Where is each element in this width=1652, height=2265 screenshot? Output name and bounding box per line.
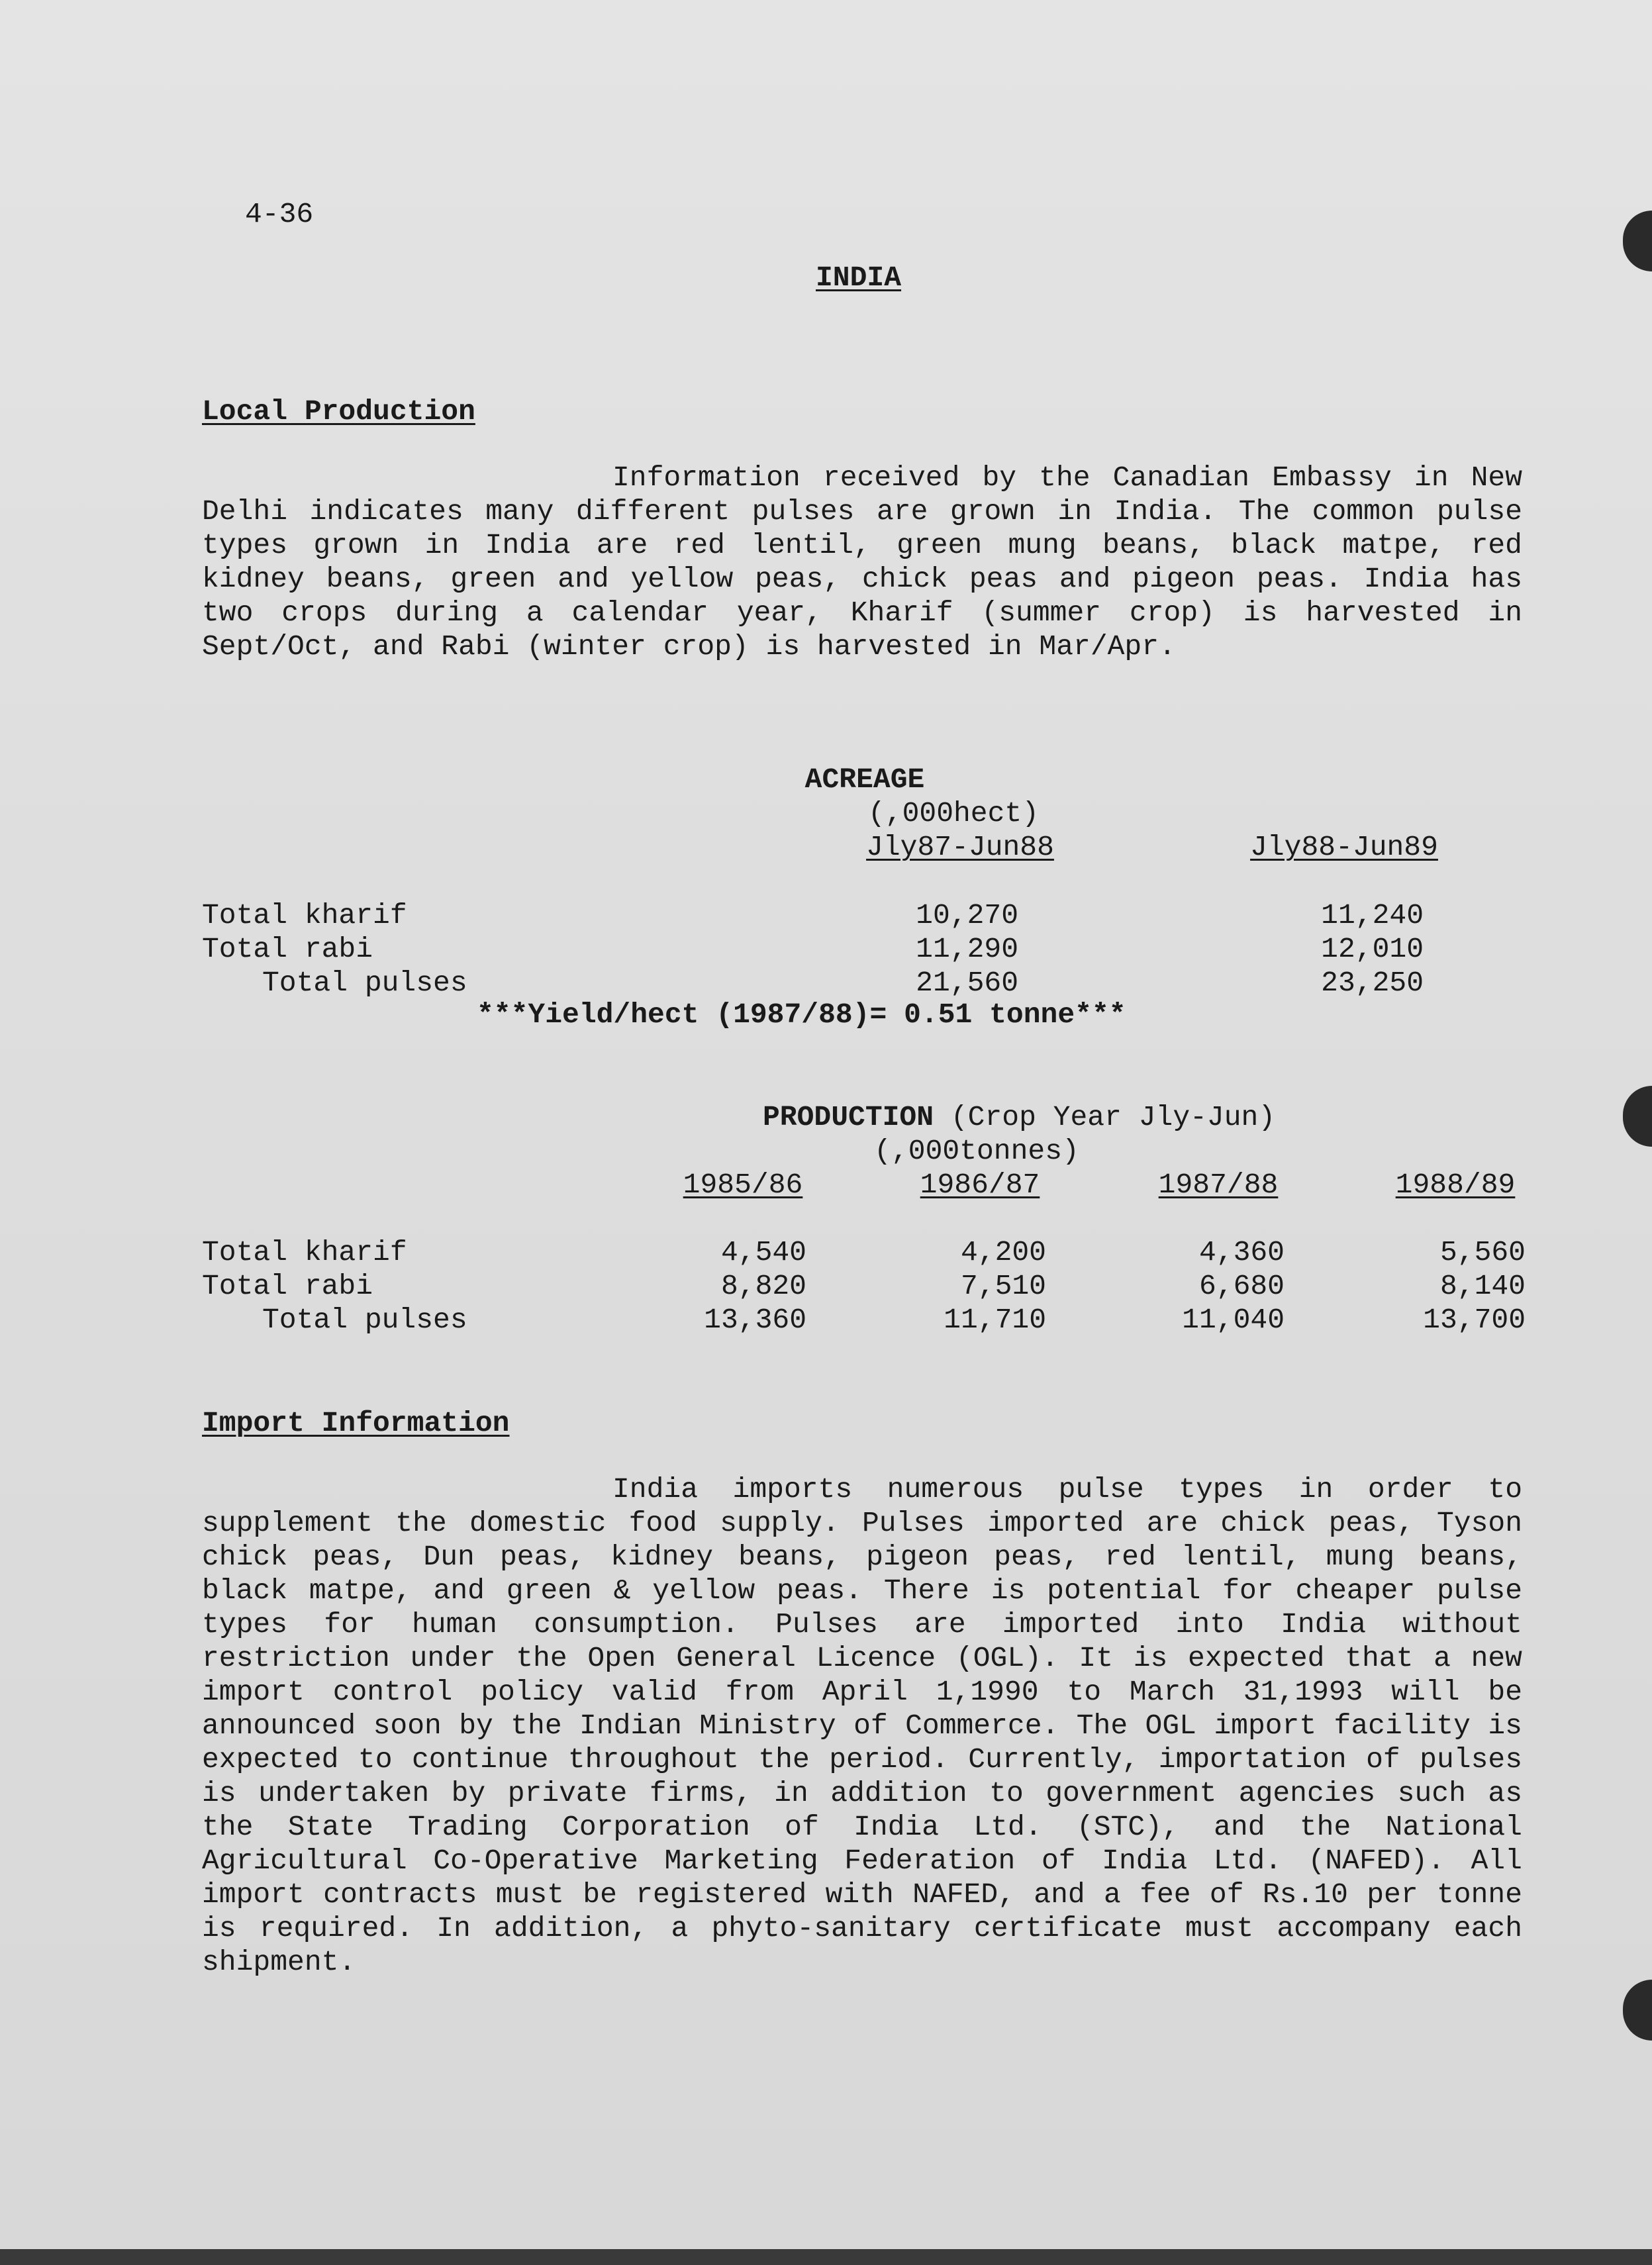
acreage-title: ACREAGE xyxy=(804,763,925,796)
production-cell: 8,820 xyxy=(720,1270,806,1302)
acreage-cell: 11,290 xyxy=(916,933,1018,965)
page-number: 4-36 xyxy=(245,198,314,230)
production-cell: 4,540 xyxy=(720,1236,806,1269)
production-cell: 11,040 xyxy=(1182,1304,1285,1336)
yield-note: ***Yield/hect (1987/88)= 0.51 tonne*** xyxy=(477,998,1126,1031)
acreage-cell: 12,010 xyxy=(1321,933,1424,965)
acreage-unit: (,000hect) xyxy=(867,797,1040,830)
production-cell: 5,560 xyxy=(1439,1236,1526,1269)
import-information-paragraph: India imports numerous pulse types in order to supplement the domestic food supply. Pulses imported are chick peas, Tyson chick peas, Dun peas, kidney beans, pigeon peas, red lentil, mung beans, black matpe, and green & yellow peas. There is potential for cheaper pulse types for human consumption. Pulses are imported into India without restriction under the Open General Licence (OGL). It is expected that a new import control policy valid from April 1,1990 to March 31,1993 will be announced soon by the Indian Ministry of Commerce. The OGL import facility is expected to continue throughout the period. Currently, importation of pulses is undertaken by private firms, in addition to government agencies such as the State Trading Corporation of India Ltd. (STC), and the National Agricultural Co-Operative Marketing Federation of India Ltd. (NAFED). All import contracts must be registered with NAFED, and a fee of Rs.10 per tonne is required. In addition, a phyto-sanitary certificate must accompany each shipment. xyxy=(202,1473,1522,1978)
country-title: INDIA xyxy=(816,262,902,294)
import-information-heading: Import Information xyxy=(202,1407,510,1439)
production-cell: 7,510 xyxy=(960,1270,1046,1302)
local-production-heading: Local Production xyxy=(202,395,475,428)
production-unit: (,000tonnes) xyxy=(874,1135,1079,1167)
production-cell: 11,710 xyxy=(944,1304,1046,1336)
production-row-label: Total rabi xyxy=(202,1270,373,1302)
acreage-row-label: Total kharif xyxy=(202,899,407,932)
acreage-row-label: Total rabi xyxy=(202,933,373,965)
production-column-header: 1987/88 xyxy=(1158,1169,1279,1201)
production-column-header: 1988/89 xyxy=(1395,1169,1516,1201)
acreage-cell: 11,240 xyxy=(1321,899,1424,932)
local-production-paragraph: Information received by the Canadian Embassy in New Delhi indicates many different pulses are grown in India. The common pulse types grown in India are red lentil, green mung beans, black matpe, red kidney beans, green and yellow peas, chick peas and pigeon peas. India has two crops during a calendar year, Kharif (summer crop) is harvested in Sept/Oct, and Rabi (winter crop) is harvested in Mar/Apr. xyxy=(202,461,1522,663)
production-cell: 4,200 xyxy=(960,1236,1046,1269)
production-cell: 6,680 xyxy=(1198,1270,1285,1302)
binder-hole xyxy=(1623,1980,1652,2041)
production-cell: 13,700 xyxy=(1423,1304,1526,1336)
production-title: PRODUCTION (Crop Year Jly-Jun) xyxy=(763,1101,1276,1133)
binder-hole xyxy=(1623,1086,1652,1147)
production-row-label: Total pulses xyxy=(262,1304,467,1336)
binder-hole xyxy=(1623,211,1652,271)
production-cell: 13,360 xyxy=(704,1304,806,1336)
production-row-label: Total kharif xyxy=(202,1236,407,1269)
acreage-cell: 21,560 xyxy=(916,967,1018,999)
production-column-header: 1986/87 xyxy=(920,1169,1040,1201)
acreage-column-header: Jly88-Jun89 xyxy=(1250,831,1438,863)
production-cell: 8,140 xyxy=(1439,1270,1526,1302)
acreage-row-label: Total pulses xyxy=(262,967,467,999)
production-cell: 4,360 xyxy=(1198,1236,1285,1269)
acreage-cell: 10,270 xyxy=(916,899,1018,932)
scan-edge xyxy=(0,2249,1652,2265)
acreage-column-header: Jly87-Jun88 xyxy=(866,831,1054,863)
acreage-cell: 23,250 xyxy=(1321,967,1424,999)
production-column-header: 1985/86 xyxy=(683,1169,803,1201)
